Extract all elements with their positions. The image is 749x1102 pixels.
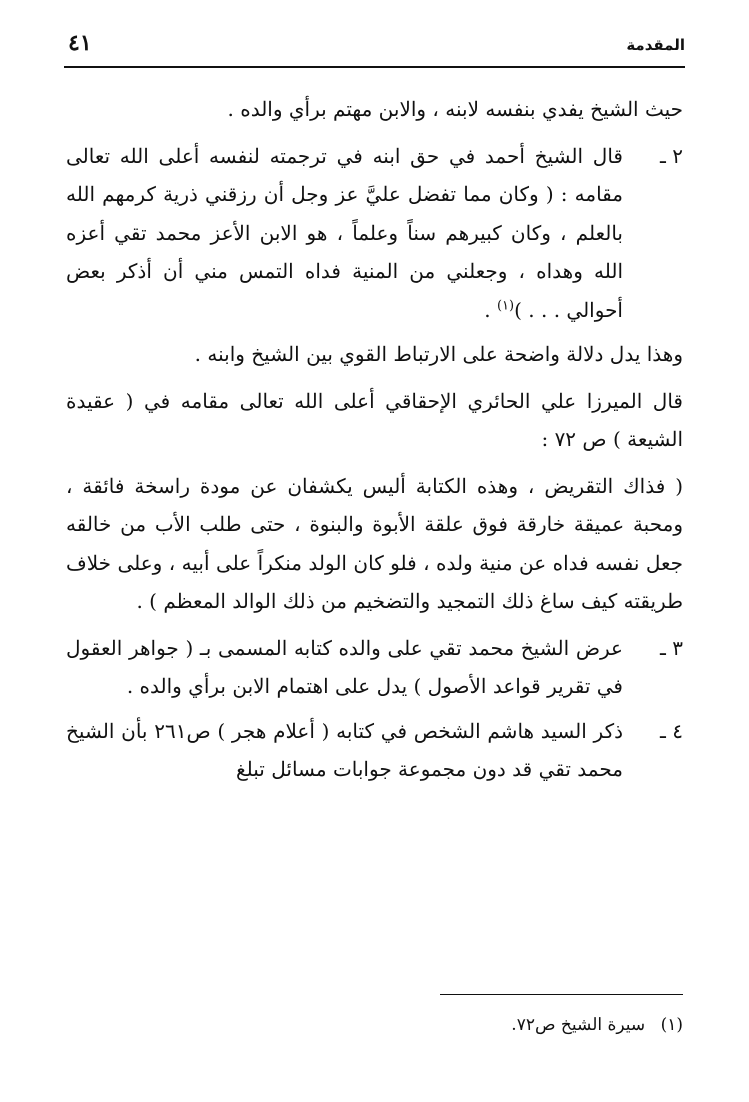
list-item-3 <box>66 629 683 706</box>
list-item-2 <box>66 137 683 330</box>
quote-paragraph: ( فذاك التقريض ، وهذه الكتابة أليس يكشفان عن مودة راسخة فائقة ، ومحبة عميقة خارقة فوق علقة الأبوة والبنوة ، حتى طلب الأب من خالقه جعل نفسه فداه عن منية ولده ، فلو كان الولد منكراً على أبيه ، وعلى خلاف طريقته كيف ساغ ذلك التمجيد والتضخيم من ذلك الوالد المعظم ) . <box>66 473 683 613</box>
paragraph-3: وهذا يدل دلالة واضحة على الارتباط القوي بين الشيخ وابنه . <box>194 342 683 366</box>
item-2-text: قال الشيخ أحمد في حق ابنه في ترجمته لنفسه أعلى الله تعالى مقامه : ( وكان مما تفضل عليَّ عز وجل أن رزقني ذرية كرمهم الله بالعلم ، وكان كبيرهم سناً وعلماً ، هو الابن الأعز محمد تقي أعزه الله وهداه ، وجعلني من المنية فداه التمس مني أن أذكر بعض أحوالي . . . ) <box>66 143 624 322</box>
item-3-text: عرض الشيخ محمد تقي على والده كتابه المسمى بـ ( جواهر العقول في تقرير قواعد الأصول ) يدل على اهتمام الابن برأي والده . <box>66 635 623 698</box>
item-number: ٢ ـ <box>660 143 683 168</box>
page-number: ٤١ <box>68 30 92 56</box>
footnote-number: (١) <box>660 1015 683 1035</box>
footnote-reference: (١) <box>496 297 515 313</box>
footnote-text: سيرة الشيخ ص٧٢. <box>511 1015 646 1035</box>
paragraph-4: قال الميرزا علي الحائري الإحقاقي أعلى الله تعالى مقامه في ( عقيدة الشيعة ) ص ٧٢ : <box>66 388 683 451</box>
chapter-title: المقدمة <box>626 36 685 54</box>
footnote-divider <box>440 994 683 995</box>
item-4-text: ذكر السيد هاشم الشخص في كتابه ( أعلام هجر ) ص٢٦١ بأن الشيخ محمد تقي قد دون مجموعة جوابات مسائل تبلغ <box>66 718 624 781</box>
page-body <box>66 90 683 795</box>
item-2-ending: . <box>484 297 497 322</box>
item-number: ٣ ـ <box>660 635 683 660</box>
page-header <box>64 28 685 64</box>
header-divider <box>64 66 685 68</box>
paragraph-1: حيث الشيخ يفدي بنفسه لابنه ، والابن مهتم برأي والده . <box>227 97 683 121</box>
item-number: ٤ ـ <box>660 718 683 743</box>
footnote <box>66 1012 683 1038</box>
item-text <box>66 137 623 330</box>
list-item-4 <box>66 712 683 789</box>
